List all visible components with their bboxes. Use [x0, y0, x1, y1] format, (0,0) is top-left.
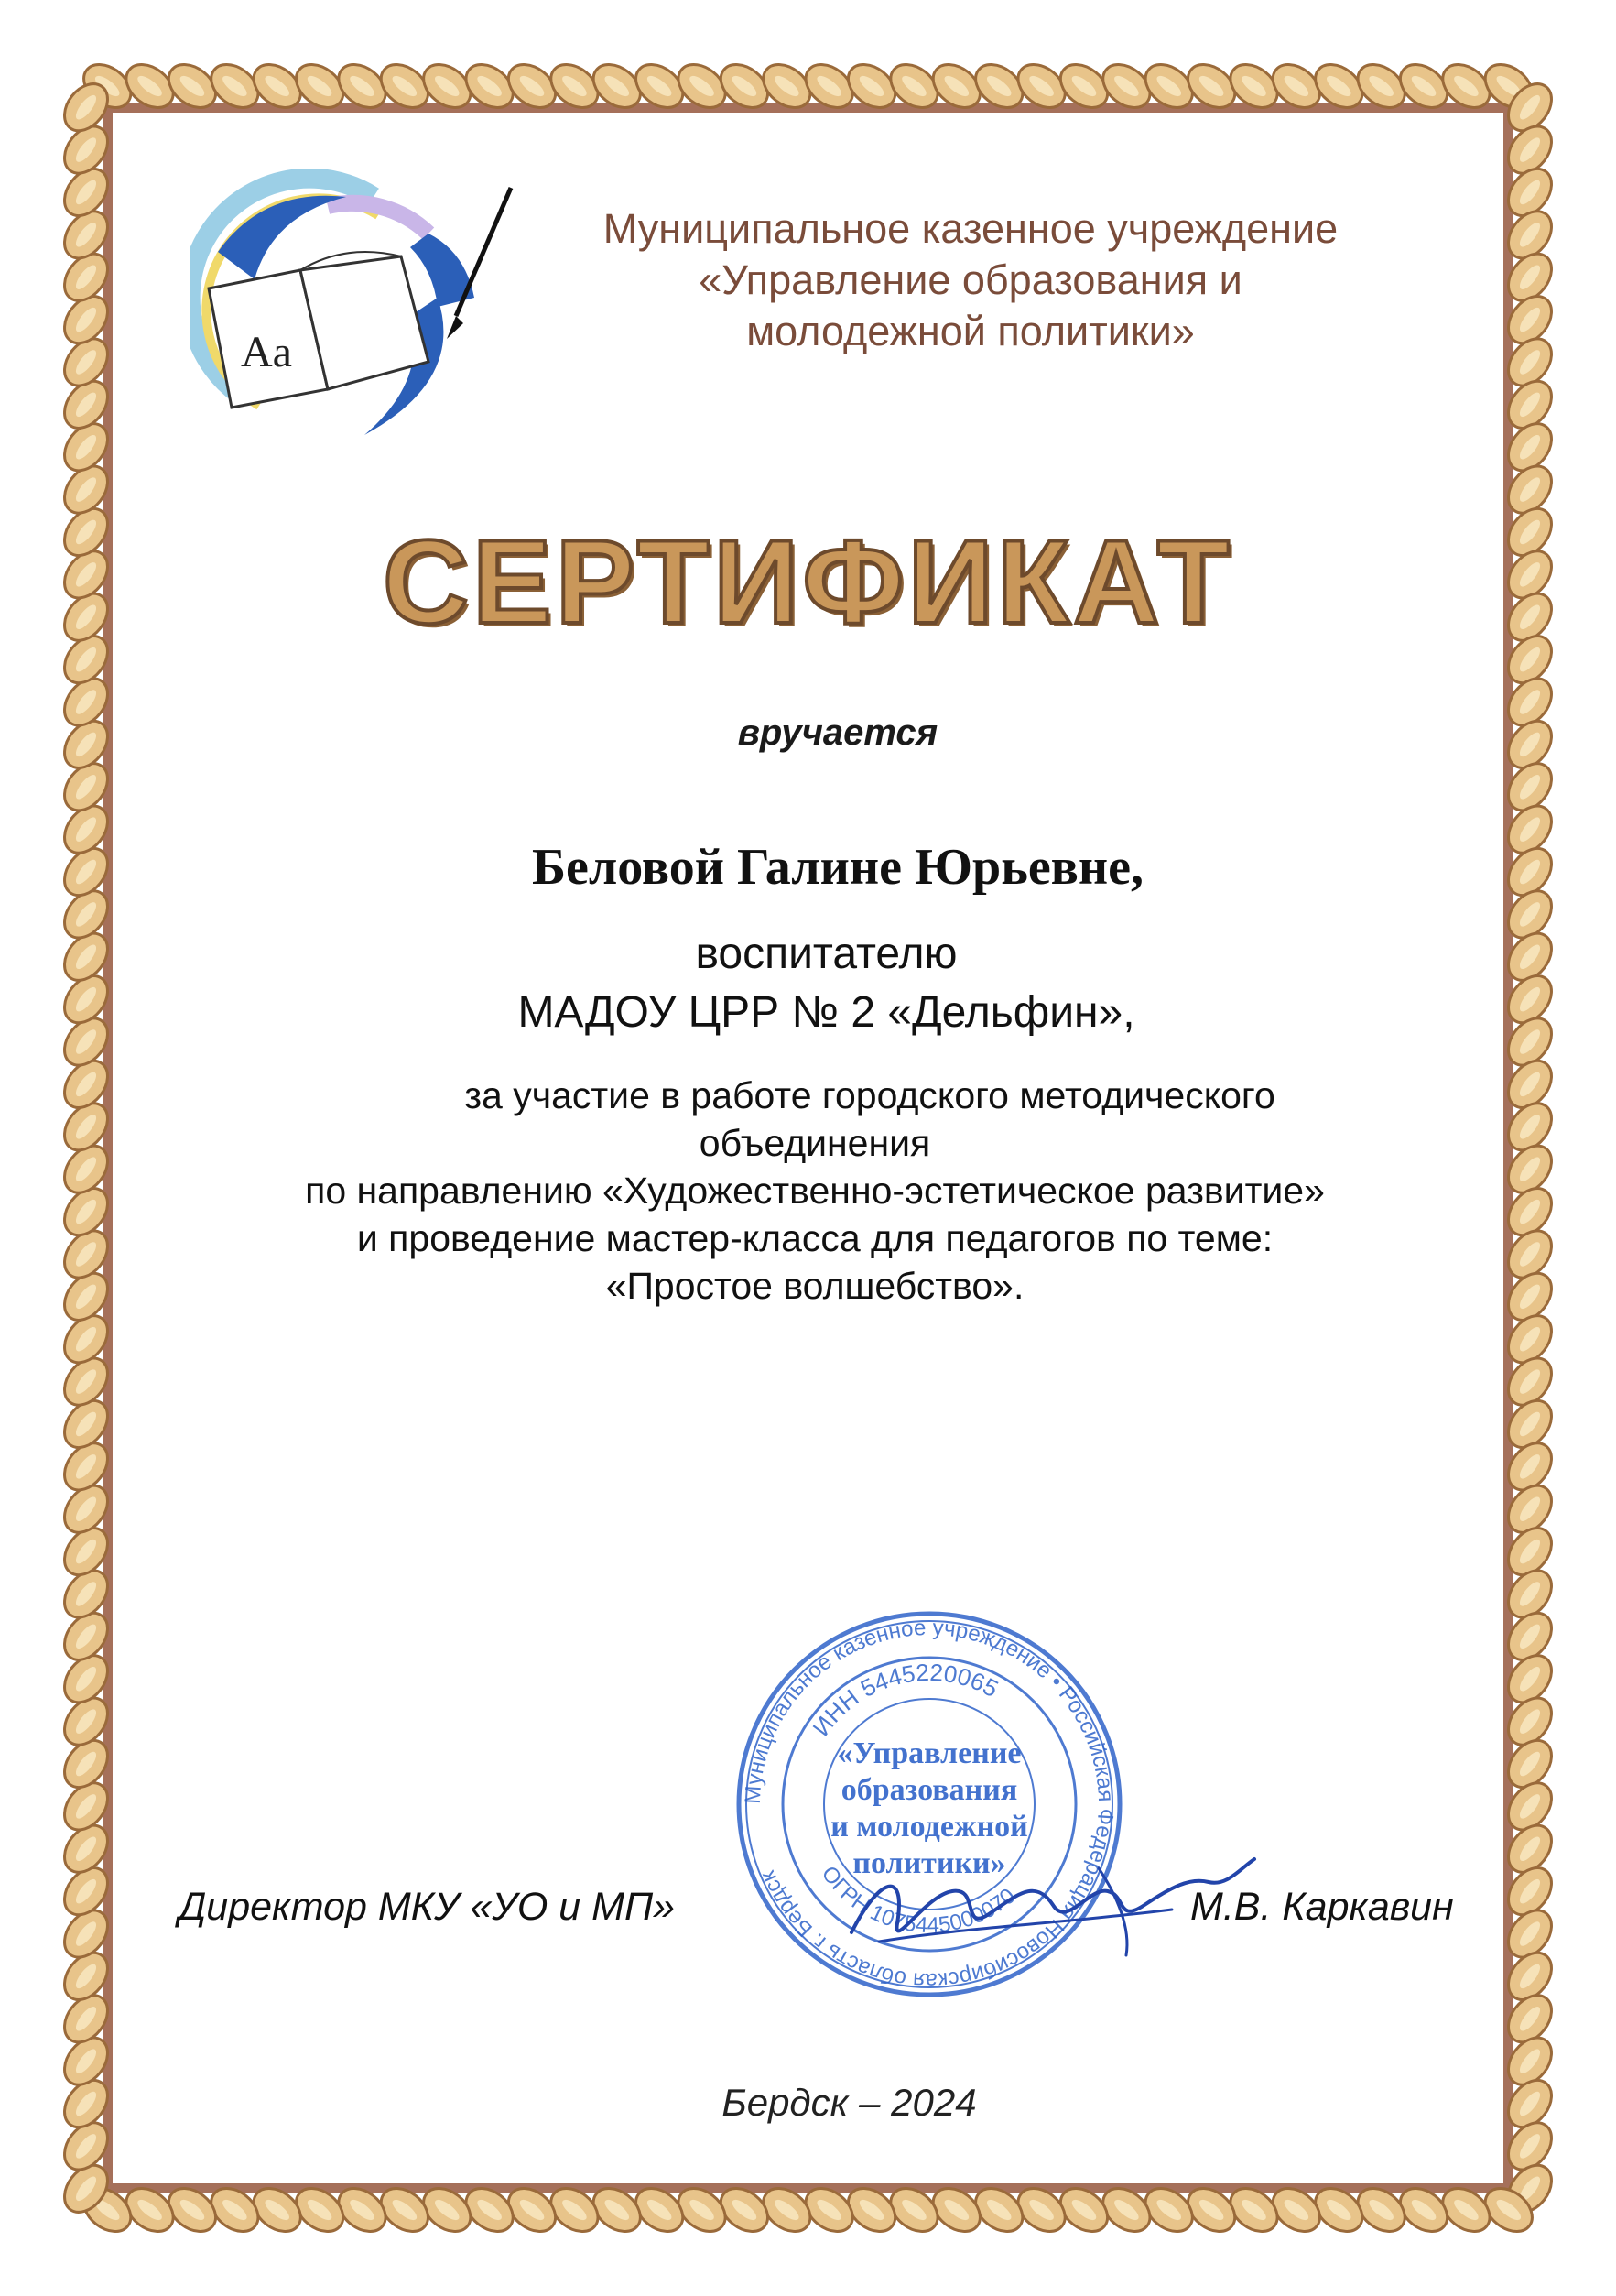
seal-ogrn: ОГРН 1075445000070 [816, 1861, 1021, 1939]
seal-outer-text: Муниципальное казенное учреждение • Российская Федерация Новосибирская область г. Бердск [740, 1615, 1119, 1994]
organization-logo [190, 169, 520, 444]
city-year: Бердск – 2024 [721, 2081, 977, 2124]
logo-book-text: Aa [241, 328, 292, 376]
award-reason [183, 1072, 1447, 1310]
organization-line-2: «Управление образования и [699, 256, 1242, 303]
reason-line-5: «Простое волшебство». [605, 1265, 1025, 1307]
seal-inn: ИНН 5445220065 [807, 1658, 1003, 1742]
organization-header [513, 203, 1428, 357]
reason-line-4: и проведение мастер-класса для педагогов по теме: [356, 1217, 1274, 1259]
certificate-title [0, 513, 1616, 650]
signatory-name: М.В. Каркавин [1190, 1885, 1454, 1929]
signatory-title: Директор МКУ «УО и МП» [179, 1885, 676, 1929]
position-line-2: МАДОУ ЦРР № 2 «Дельфин», [517, 988, 1135, 1037]
seal-center-line-4: политики» [852, 1846, 1006, 1880]
seal-center-line-1: «Управление [837, 1736, 1022, 1770]
certificate-title-text: СЕРТИФИКАТ [383, 515, 1233, 648]
seal-center-line-3: и молодежной [830, 1810, 1028, 1844]
presented-to-label: вручается [737, 713, 938, 753]
recipient-name: Беловой Галине Юрьевне, [531, 839, 1144, 896]
position-line-1: воспитателю [695, 930, 958, 978]
svg-text:ИНН 5445220065 [807, 1659, 1003, 1741]
reason-line-3: по направлению «Художественно-эстетическое развитие» [305, 1170, 1325, 1212]
reason-line-1: за участие в работе городского методического [464, 1074, 1275, 1116]
reason-line-2: объединения [699, 1122, 931, 1164]
organization-line-1: Муниципальное казенное учреждение [602, 205, 1339, 252]
seal-center-line-2: образования [841, 1773, 1018, 1807]
recipient-position [0, 925, 1616, 1042]
organization-line-3: молодежной политики» [746, 308, 1195, 354]
